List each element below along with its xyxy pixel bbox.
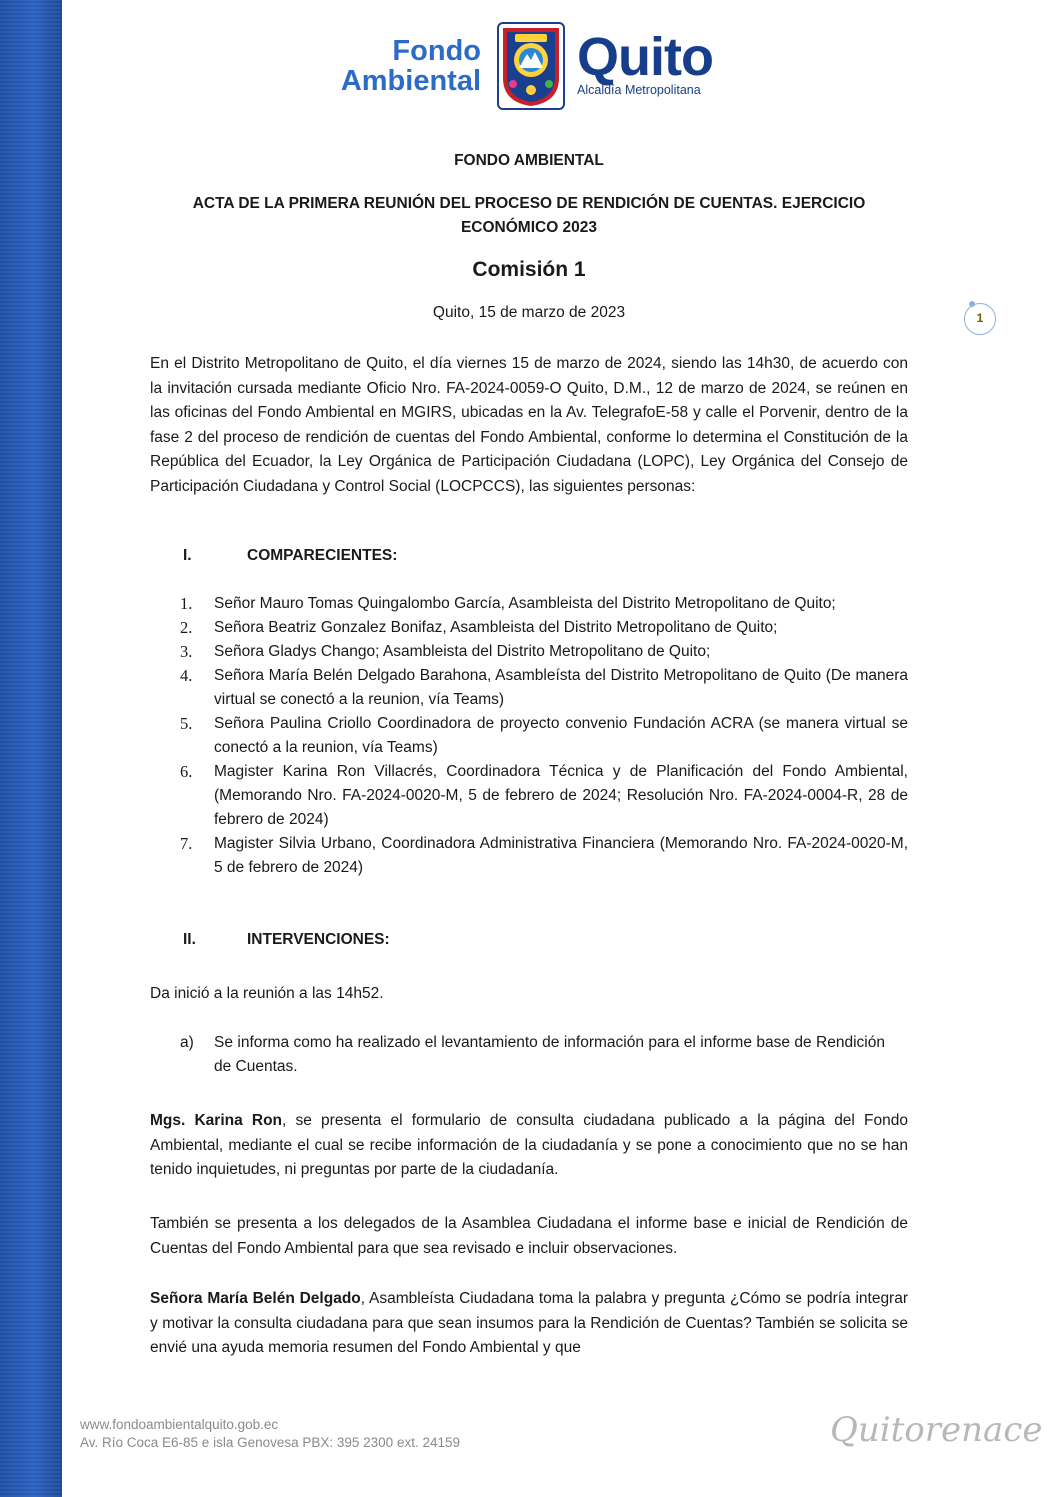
speaker-name: Señora María Belén Delgado: [150, 1290, 361, 1307]
item-a: [180, 1031, 885, 1079]
logo-quito-wordmark: Quito: [577, 27, 713, 87]
list-item: a) Se informa como ha realizado el levantamiento de información para el informe base de Rendición de Cuentas.: [180, 1034, 885, 1075]
section-number: I.: [183, 547, 192, 564]
section-number: II.: [183, 931, 196, 948]
quito-logo: [577, 27, 713, 97]
list-item: 1. Señor Mauro Tomas Quingalombo García, Asambleista del Distrito Metropolitano de Quito;: [180, 594, 836, 613]
org-title: FONDO AMBIENTAL: [454, 152, 604, 169]
list-item: 5. Señora Paulina Criollo Coordinadora de proyecto convenio Fundación ACRA (se manera virtual se conectó a la reunion, vía Teams): [180, 714, 908, 756]
attendee-list: [180, 592, 908, 880]
footer-address: Av. Río Coca E6-85 e isla Genovesa PBX: 395 2300 ext. 24159: [80, 1435, 460, 1450]
quito-crest-icon: [497, 22, 565, 110]
footer-contact: [80, 1416, 460, 1452]
logo-quito-subtitle: Alcaldía Metropolitana: [577, 83, 701, 97]
speaker-name: Mgs. Karina Ron: [150, 1112, 283, 1129]
karina-paragraph: Mgs. Karina Ron, se presenta el formulario de consulta ciudadana publicado a la página del Fondo Ambiental, mediante el cual se recibe información de la ciudadanía y se pone a conocimiento que no se han tenido inquietudes, ni preguntas por parte de la ciudadanía.: [150, 1112, 908, 1178]
logo-text-line1: Fondo: [392, 35, 481, 67]
list-item: 3. Señora Gladys Chango; Asambleista del Distrito Metropolitano de Quito;: [180, 642, 711, 661]
maria-paragraph: Señora María Belén Delgado, Asambleísta Ciudadana toma la palabra y pregunta ¿Cómo se podría integrar y motivar la consulta ciudadana para que sean insumos para la Rendición de Cuentas? También se solicita se envié una ayuda memoria resumen del Fondo Ambiental y que: [150, 1290, 909, 1356]
tambien-paragraph: También se presenta a los delegados de la Asamblea Ciudadana el informe base e inicial de Rendición de Cuentas del Fondo Ambiental para que sea revisado e incluir observaciones.: [150, 1215, 908, 1257]
decorative-side-band: [0, 0, 62, 1497]
fondo-ambiental-logo: [306, 36, 481, 96]
list-item: 4. Señora María Belén Delgado Barahona, Asambleísta del Distrito Metropolitano de Quito (De manera virtual se conectó a la reunion, vía Teams): [180, 666, 908, 708]
intro-paragraph: En el Distrito Metropolitano de Quito, el día viernes 15 de marzo de 2024, siendo las 14h30, de acuerdo con la invitación cursada mediante Oficio Nro. FA-2024-0059-O Quito, D.M., 12 de marzo de 2024, se reúnen en las oficinas del Fondo Ambiental en MGIRS, ubicadas en la Av. TelegrafoE-58 y calle el Porvenir, dentro de la fase 2 del proceso de rendición de cuentas del Fondo Ambiental, conforme lo determina el Constitución de la República del Ecuador, la Ley Orgánica de Participación Ciudadana (LOPC), Ley Orgánica del Consejo de Participación Ciudadana y Control Social (LOCPCCS), las siguientes personas:: [150, 355, 908, 495]
list-item: 6. Magister Karina Ron Villacrés, Coordinadora Técnica y de Planificación del Fondo Ambiental, (Memorando Nro. FA-2024-0020-M, 5 de febrero de 2024; Resolución Nro. FA-2024-0004-R, 28 de febrero de 2024): [180, 762, 908, 828]
commission-title: Comisión 1: [472, 258, 586, 281]
section-label: COMPARECIENTES:: [247, 547, 398, 564]
page-number-badge: 1: [964, 303, 996, 335]
acta-title: ACTA DE LA PRIMERA REUNIÓN DEL PROCESO DE RENDICIÓN DE CUENTAS. EJERCICIO ECONÓMICO 2023: [192, 195, 866, 236]
section-label: INTERVENCIONES:: [247, 931, 390, 948]
document-date: Quito, 15 de marzo de 2023: [432, 304, 626, 321]
footer-slogan: Quitorenace: [830, 1410, 1043, 1450]
footer-website: www.fondoambientalquito.gob.ec: [80, 1417, 279, 1432]
meeting-start-line: Da inició a la reunión a las 14h52.: [150, 985, 384, 1002]
list-item: 7. Magister Silvia Urbano, Coordinadora Administrativa Financiera (Memorando Nro. FA-2024-0020-M, 5 de febrero de 2024): [180, 834, 908, 876]
logo-text-line2: Ambiental: [340, 65, 481, 97]
list-item: 2. Señora Beatriz Gonzalez Bonifaz, Asambleista del Distrito Metropolitano de Quito;: [180, 618, 778, 637]
